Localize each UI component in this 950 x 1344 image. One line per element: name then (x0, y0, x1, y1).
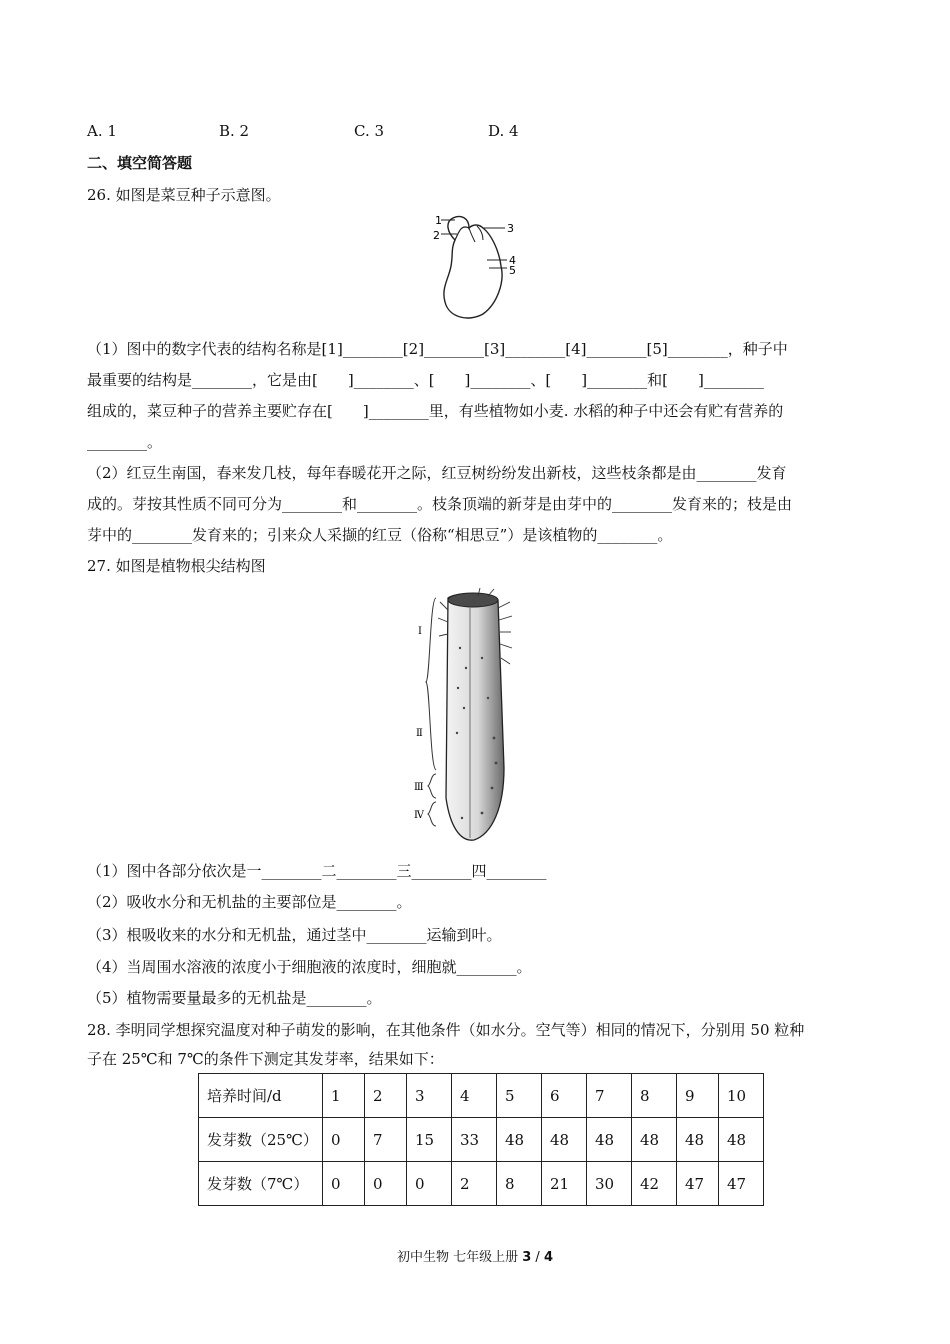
root-label-4: Ⅳ (414, 810, 424, 821)
table-cell: 30 (587, 1162, 632, 1206)
option-a: A. 1 (87, 122, 117, 140)
table-cell: 21 (542, 1162, 587, 1206)
root-label-2: Ⅱ (416, 728, 423, 739)
table-cell: 6 (542, 1074, 587, 1118)
table-cell: 1 (323, 1074, 365, 1118)
table-cell: 0 (407, 1162, 452, 1206)
q27-title: 27. 如图是植物根尖结构图 (87, 557, 266, 575)
table-cell: 8 (632, 1074, 677, 1118)
footer-separator: / (531, 1250, 544, 1265)
table-cell: 48 (632, 1118, 677, 1162)
footer-page-total: 4 (543, 1250, 553, 1265)
page-footer (0, 1246, 950, 1265)
option-b: B. 2 (219, 122, 250, 140)
table-cell: 4 (452, 1074, 497, 1118)
table-cell: 10 (719, 1074, 764, 1118)
table-cell: 48 (497, 1118, 542, 1162)
q28-line-1: 28. 李明同学想探究温度对种子萌发的影响，在其他条件（如水分。空气等）相同的情况下，分别用 50 粒种 (87, 1021, 805, 1039)
table-cell: 48 (719, 1118, 764, 1162)
table-cell: 7 (587, 1074, 632, 1118)
option-c: C. 3 (354, 122, 385, 140)
root-label-1: Ⅰ (418, 626, 422, 637)
seed-label-1: 1 (435, 214, 442, 227)
table-cell: 48 (542, 1118, 587, 1162)
q27-line-4: （4）当周围水溶液的浓度小于细胞液的浓度时，细胞就________。 (87, 958, 532, 976)
table-row (199, 1162, 764, 1206)
root-tip-diagram (412, 588, 522, 846)
table-cell: 0 (323, 1162, 365, 1206)
table-cell: 48 (587, 1118, 632, 1162)
options-row (87, 121, 867, 141)
table-cell: 9 (677, 1074, 719, 1118)
q26-line-2: 最重要的结构是________，它是由[ ]________、[ ]________、[ ]________和[ ]________ (87, 371, 764, 389)
q26-title: 26. 如图是菜豆种子示意图。 (87, 186, 281, 204)
table-cell: 3 (407, 1074, 452, 1118)
table-cell: 2 (365, 1074, 407, 1118)
q26-line-5: （2）红豆生南国，春来发几枝，每年春暖花开之际，红豆树纷纷发出新枝，这些枝条都是由________发育 (87, 464, 787, 482)
table-cell: 42 (632, 1162, 677, 1206)
seed-label-4: 4 (509, 254, 516, 267)
germination-table (198, 1073, 764, 1206)
seed-label-3: 3 (507, 222, 514, 235)
table-cell: 7 (365, 1118, 407, 1162)
table-row (199, 1118, 764, 1162)
footer-subject: 初中生物 七年级上册 (396, 1250, 523, 1265)
table-cell: 5 (497, 1074, 542, 1118)
seed-label-5: 5 (509, 264, 516, 277)
section-title: 二、填空简答题 (87, 154, 193, 172)
q27-line-2: （2）吸收水分和无机盐的主要部位是________。 (87, 893, 412, 911)
q27-line-3: （3）根吸收来的水分和无机盐，通过茎中________运输到叶。 (87, 926, 502, 944)
table-cell: 发芽数（7℃） (199, 1162, 323, 1206)
q28-line-2: 子在 25℃和 7℃的条件下测定其发芽率，结果如下： (87, 1050, 444, 1068)
table-cell: 8 (497, 1162, 542, 1206)
q26-line-3: 组成的，菜豆种子的营养主要贮存在[ ]________里，有些植物如小麦. 水稻的种子中还会有贮有营养的 (87, 402, 784, 420)
q26-line-7: 芽中的________发育来的；引来众人采撷的红豆（俗称“相思豆”）是该植物的________。 (87, 526, 673, 544)
table-cell: 47 (677, 1162, 719, 1206)
q26-line-6: 成的。芽按其性质不同可分为________和________。枝条顶端的新芽是由芽中的________发育来的；枝是由 (87, 495, 793, 513)
table-cell: 33 (452, 1118, 497, 1162)
option-d: D. 4 (488, 122, 519, 140)
footer-page-number: 3 (522, 1250, 532, 1265)
table-cell: 培养时间/d (199, 1074, 323, 1118)
table-cell: 2 (452, 1162, 497, 1206)
table-cell: 0 (323, 1118, 365, 1162)
q27-line-5: （5）植物需要量最多的无机盐是________。 (87, 989, 382, 1007)
table-cell: 发芽数（25℃） (199, 1118, 323, 1162)
q27-line-1: （1）图中各部分依次是一________二________三________四________ (87, 862, 547, 880)
table-cell: 48 (677, 1118, 719, 1162)
root-label-3: Ⅲ (414, 782, 424, 793)
q26-line-1: （1）图中的数字代表的结构名称是[1]________[2]________[3]________[4]________[5]________，种子中 (87, 340, 788, 358)
table-row (199, 1074, 764, 1118)
table-cell: 15 (407, 1118, 452, 1162)
q26-line-4: ________。 (87, 433, 163, 451)
seed-label-2: 2 (433, 229, 440, 242)
table-cell: 47 (719, 1162, 764, 1206)
bean-seed-diagram (425, 212, 525, 324)
table-cell: 0 (365, 1162, 407, 1206)
